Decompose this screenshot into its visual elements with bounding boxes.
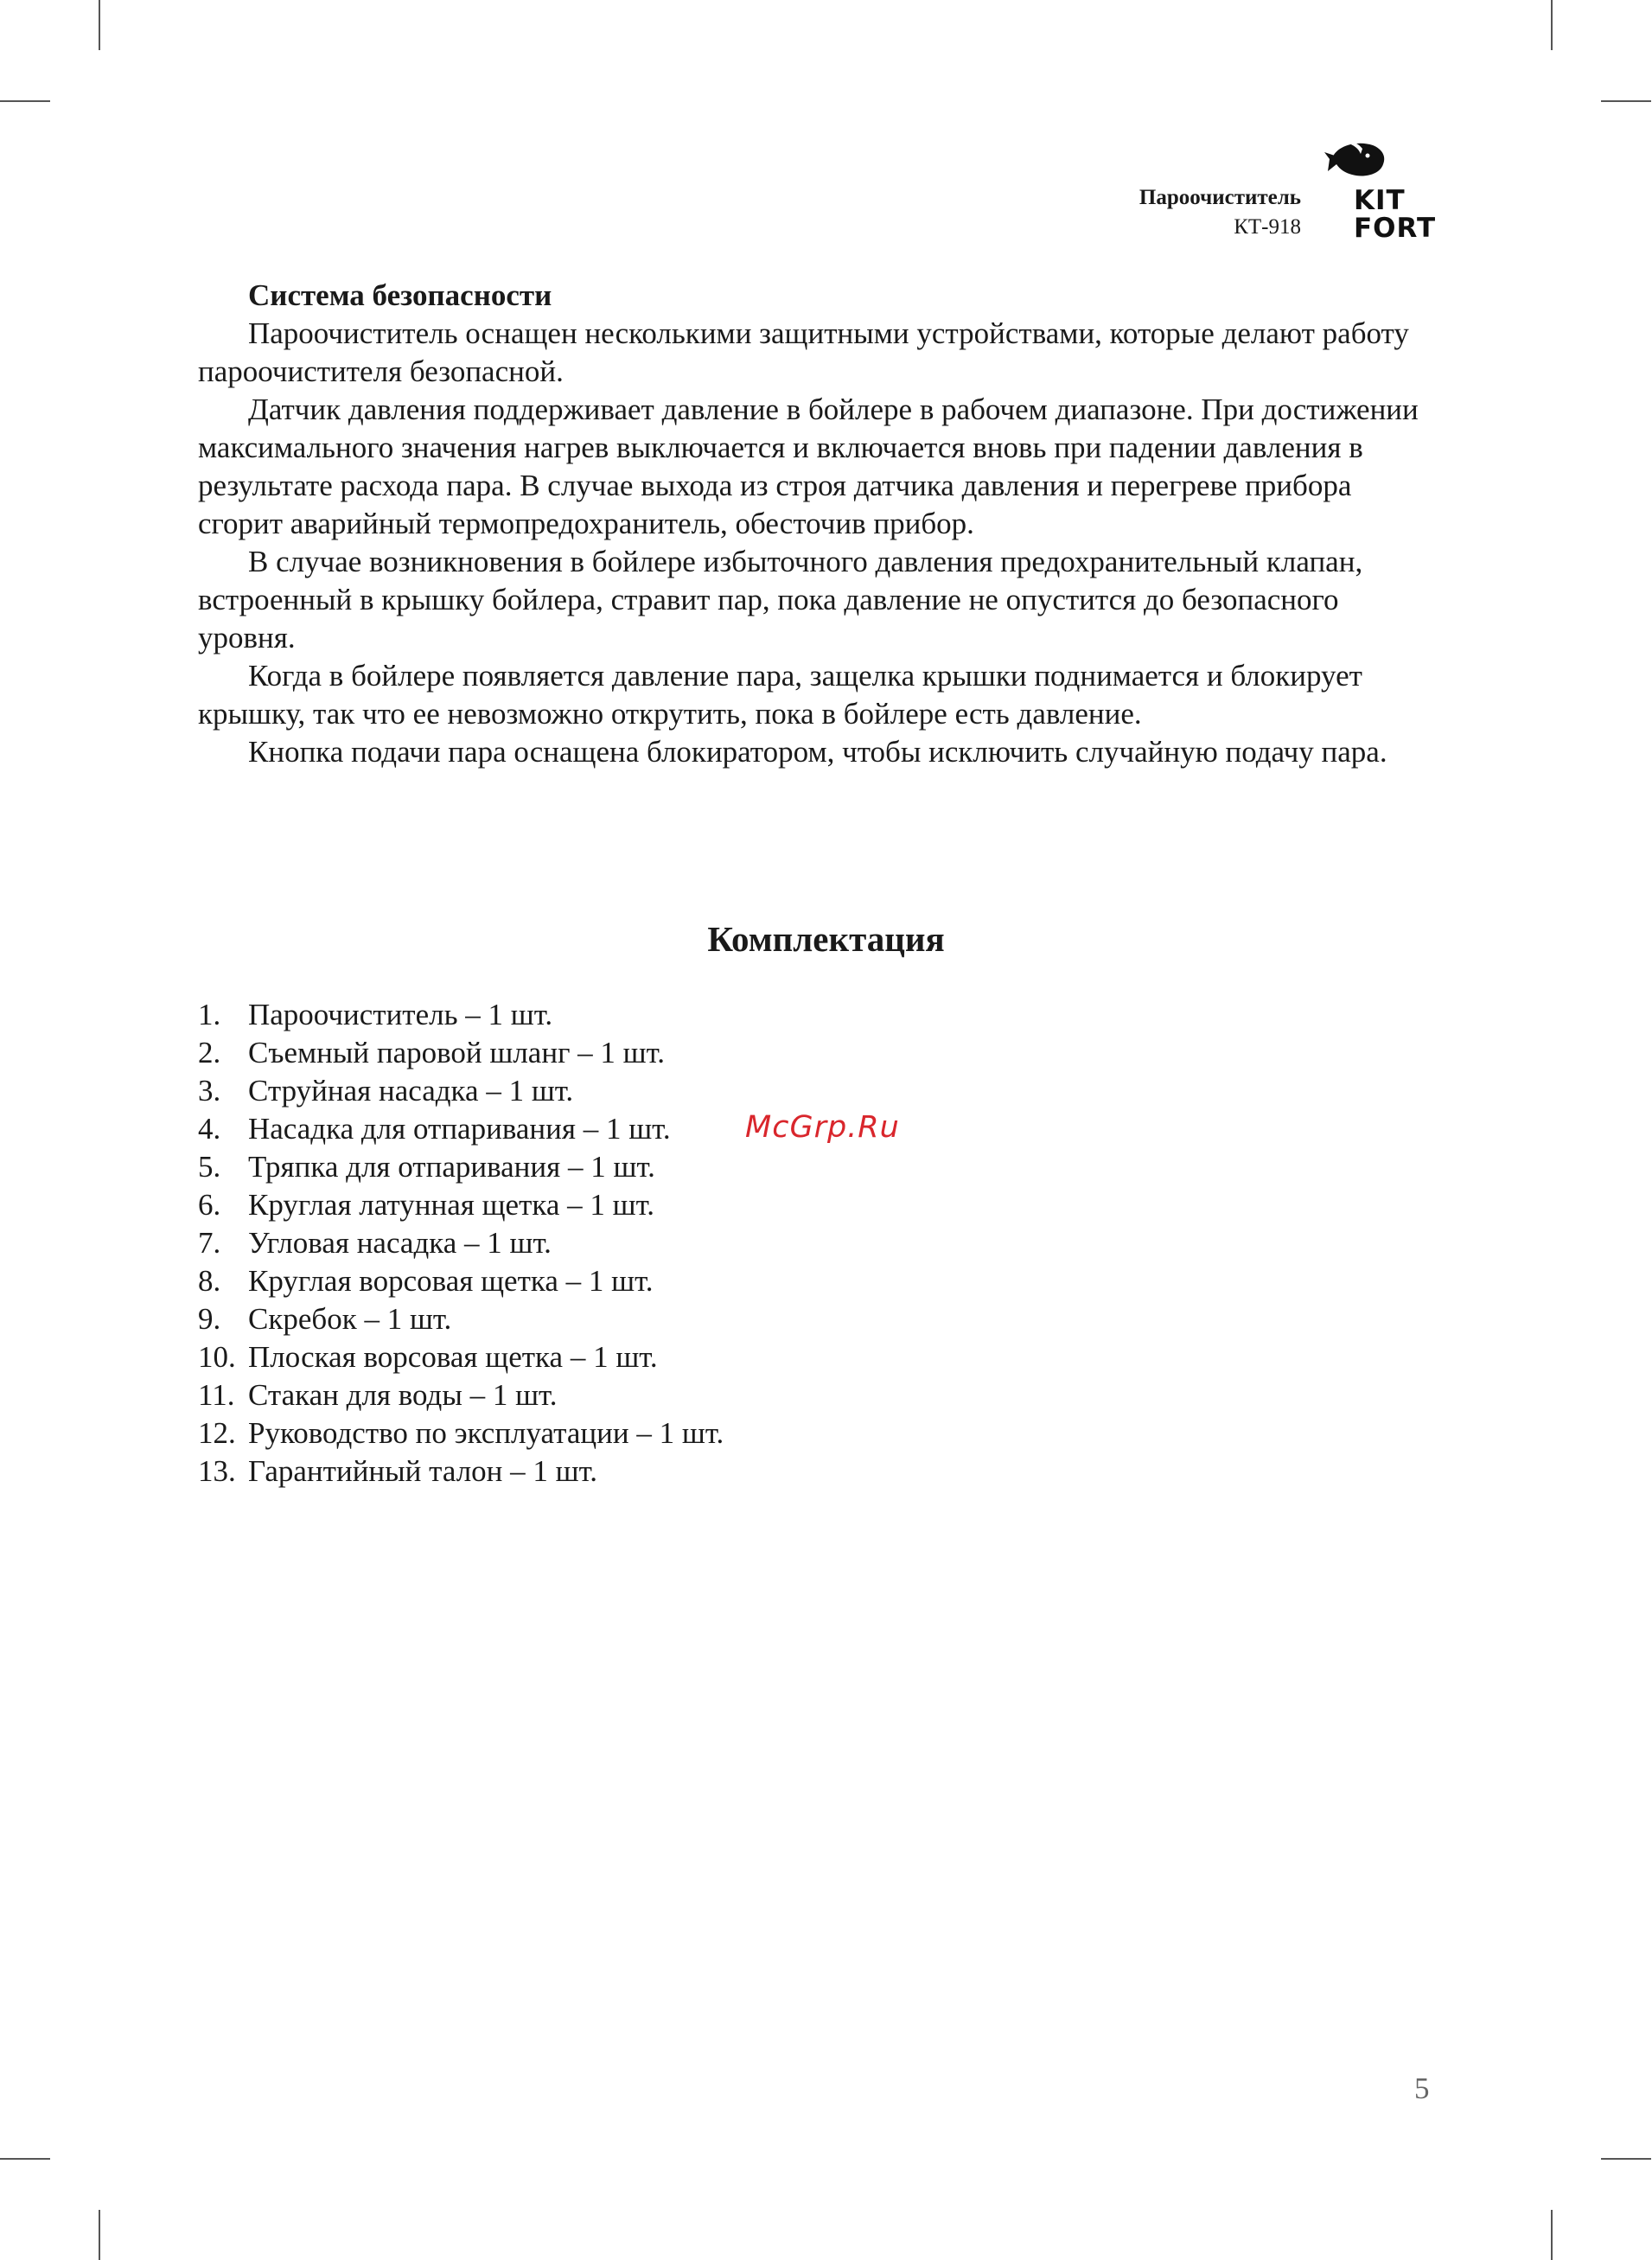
list-text: Плоская ворсовая щетка – 1 шт.: [248, 1340, 658, 1374]
list-text: Скребок – 1 шт.: [248, 1302, 452, 1336]
paragraph: Пароочиститель оснащен несколькими защитными устройствами, которые делают работу пароочистителя безопасной.: [198, 316, 1409, 388]
crop-mark: [1551, 2210, 1553, 2260]
list-number: 3.: [198, 1074, 221, 1108]
list-number: 1.: [198, 998, 221, 1031]
paragraph: Кнопка подачи пара оснащена блокиратором, чтобы исключить случайную подачу пара.: [248, 735, 1387, 769]
list-number: 13.: [198, 1454, 236, 1488]
page-number: 5: [1414, 2072, 1430, 2105]
crop-mark: [1551, 0, 1553, 50]
list-number: 11.: [198, 1378, 235, 1412]
paragraph: Когда в бойлере появляется давление пара, защелка крышки поднимается и блокирует крышку, так что ее невозможно открутить, пока в бойлере есть давление.: [198, 659, 1362, 731]
list-number: 8.: [198, 1264, 221, 1298]
logo-text: [1354, 187, 1436, 242]
crop-mark: [99, 0, 100, 50]
crop-mark: [1601, 2158, 1651, 2160]
list-number: 5.: [198, 1150, 221, 1184]
crop-mark: [0, 2158, 50, 2160]
list-text: Круглая ворсовая щетка – 1 шт.: [248, 1264, 654, 1298]
safety-section: [198, 277, 1434, 771]
page-header: [1139, 183, 1301, 242]
crop-mark: [1601, 100, 1651, 102]
list-item: [198, 1300, 724, 1338]
list-item: [198, 1148, 724, 1186]
list-text: Стакан для воды – 1 шт.: [248, 1378, 558, 1412]
list-item: [198, 1338, 724, 1376]
list-text: Съемный паровой шланг – 1 шт.: [248, 1036, 666, 1069]
list-number: 9.: [198, 1302, 221, 1336]
list-item: [198, 1376, 724, 1414]
list-text: Тряпка для отпаривания – 1 шт.: [248, 1150, 655, 1184]
paragraph: Датчик давления поддерживает давление в бойлере в рабочем диапазоне. При достижении максимального значения нагрев выключается и включается вновь при падении давления в результате расхода пара. В случае выхода из строя датчика давления и перегреве прибора сгорит аварийный термопредохранитель, обесточив прибор.: [198, 393, 1419, 540]
header-product: Пароочиститель: [1139, 186, 1301, 209]
list-number: 10.: [198, 1340, 236, 1374]
list-number: 6.: [198, 1188, 221, 1222]
list-text: Насадка для отпаривания – 1 шт.: [248, 1112, 671, 1146]
package-title: Комплектация: [707, 919, 945, 959]
list-text: Струйная насадка – 1 шт.: [248, 1074, 574, 1108]
list-item: [198, 1110, 724, 1148]
list-text: Пароочиститель – 1 шт.: [248, 998, 553, 1031]
logo-line-1: KIT: [1354, 185, 1406, 216]
list-item: [198, 1072, 724, 1110]
list-text: Угловая насадка – 1 шт.: [248, 1226, 552, 1260]
list-item: [198, 1034, 724, 1072]
watermark-link[interactable]: McGrp.Ru: [745, 1110, 900, 1145]
whale-icon: [1323, 137, 1440, 188]
list-item: [198, 1224, 724, 1262]
crop-mark: [99, 2210, 100, 2260]
list-number: 2.: [198, 1036, 221, 1069]
list-text: Руководство по эксплуатации – 1 шт.: [248, 1416, 724, 1450]
list-item: [198, 1186, 724, 1224]
list-text: Круглая латунная щетка – 1 шт.: [248, 1188, 654, 1222]
crop-mark: [0, 100, 50, 102]
list-number: 7.: [198, 1226, 221, 1260]
package-list: [198, 996, 724, 1491]
section-title: Система безопасности: [248, 278, 552, 312]
list-text: Гарантийный талон – 1 шт.: [248, 1454, 598, 1488]
list-number: 12.: [198, 1416, 236, 1450]
list-item: [198, 1414, 724, 1452]
list-number: 4.: [198, 1112, 221, 1146]
list-item: [198, 1452, 724, 1491]
paragraph: В случае возникновения в бойлере избыточного давления предохранительный клапан, встроенный в крышку бойлера, стравит пар, пока давление не опустится до безопасного уровня.: [198, 545, 1363, 654]
header-model: КТ-918: [1234, 215, 1301, 239]
logo-line-2: FORT: [1354, 213, 1437, 244]
list-item: [198, 996, 724, 1034]
list-item: [198, 1262, 724, 1300]
